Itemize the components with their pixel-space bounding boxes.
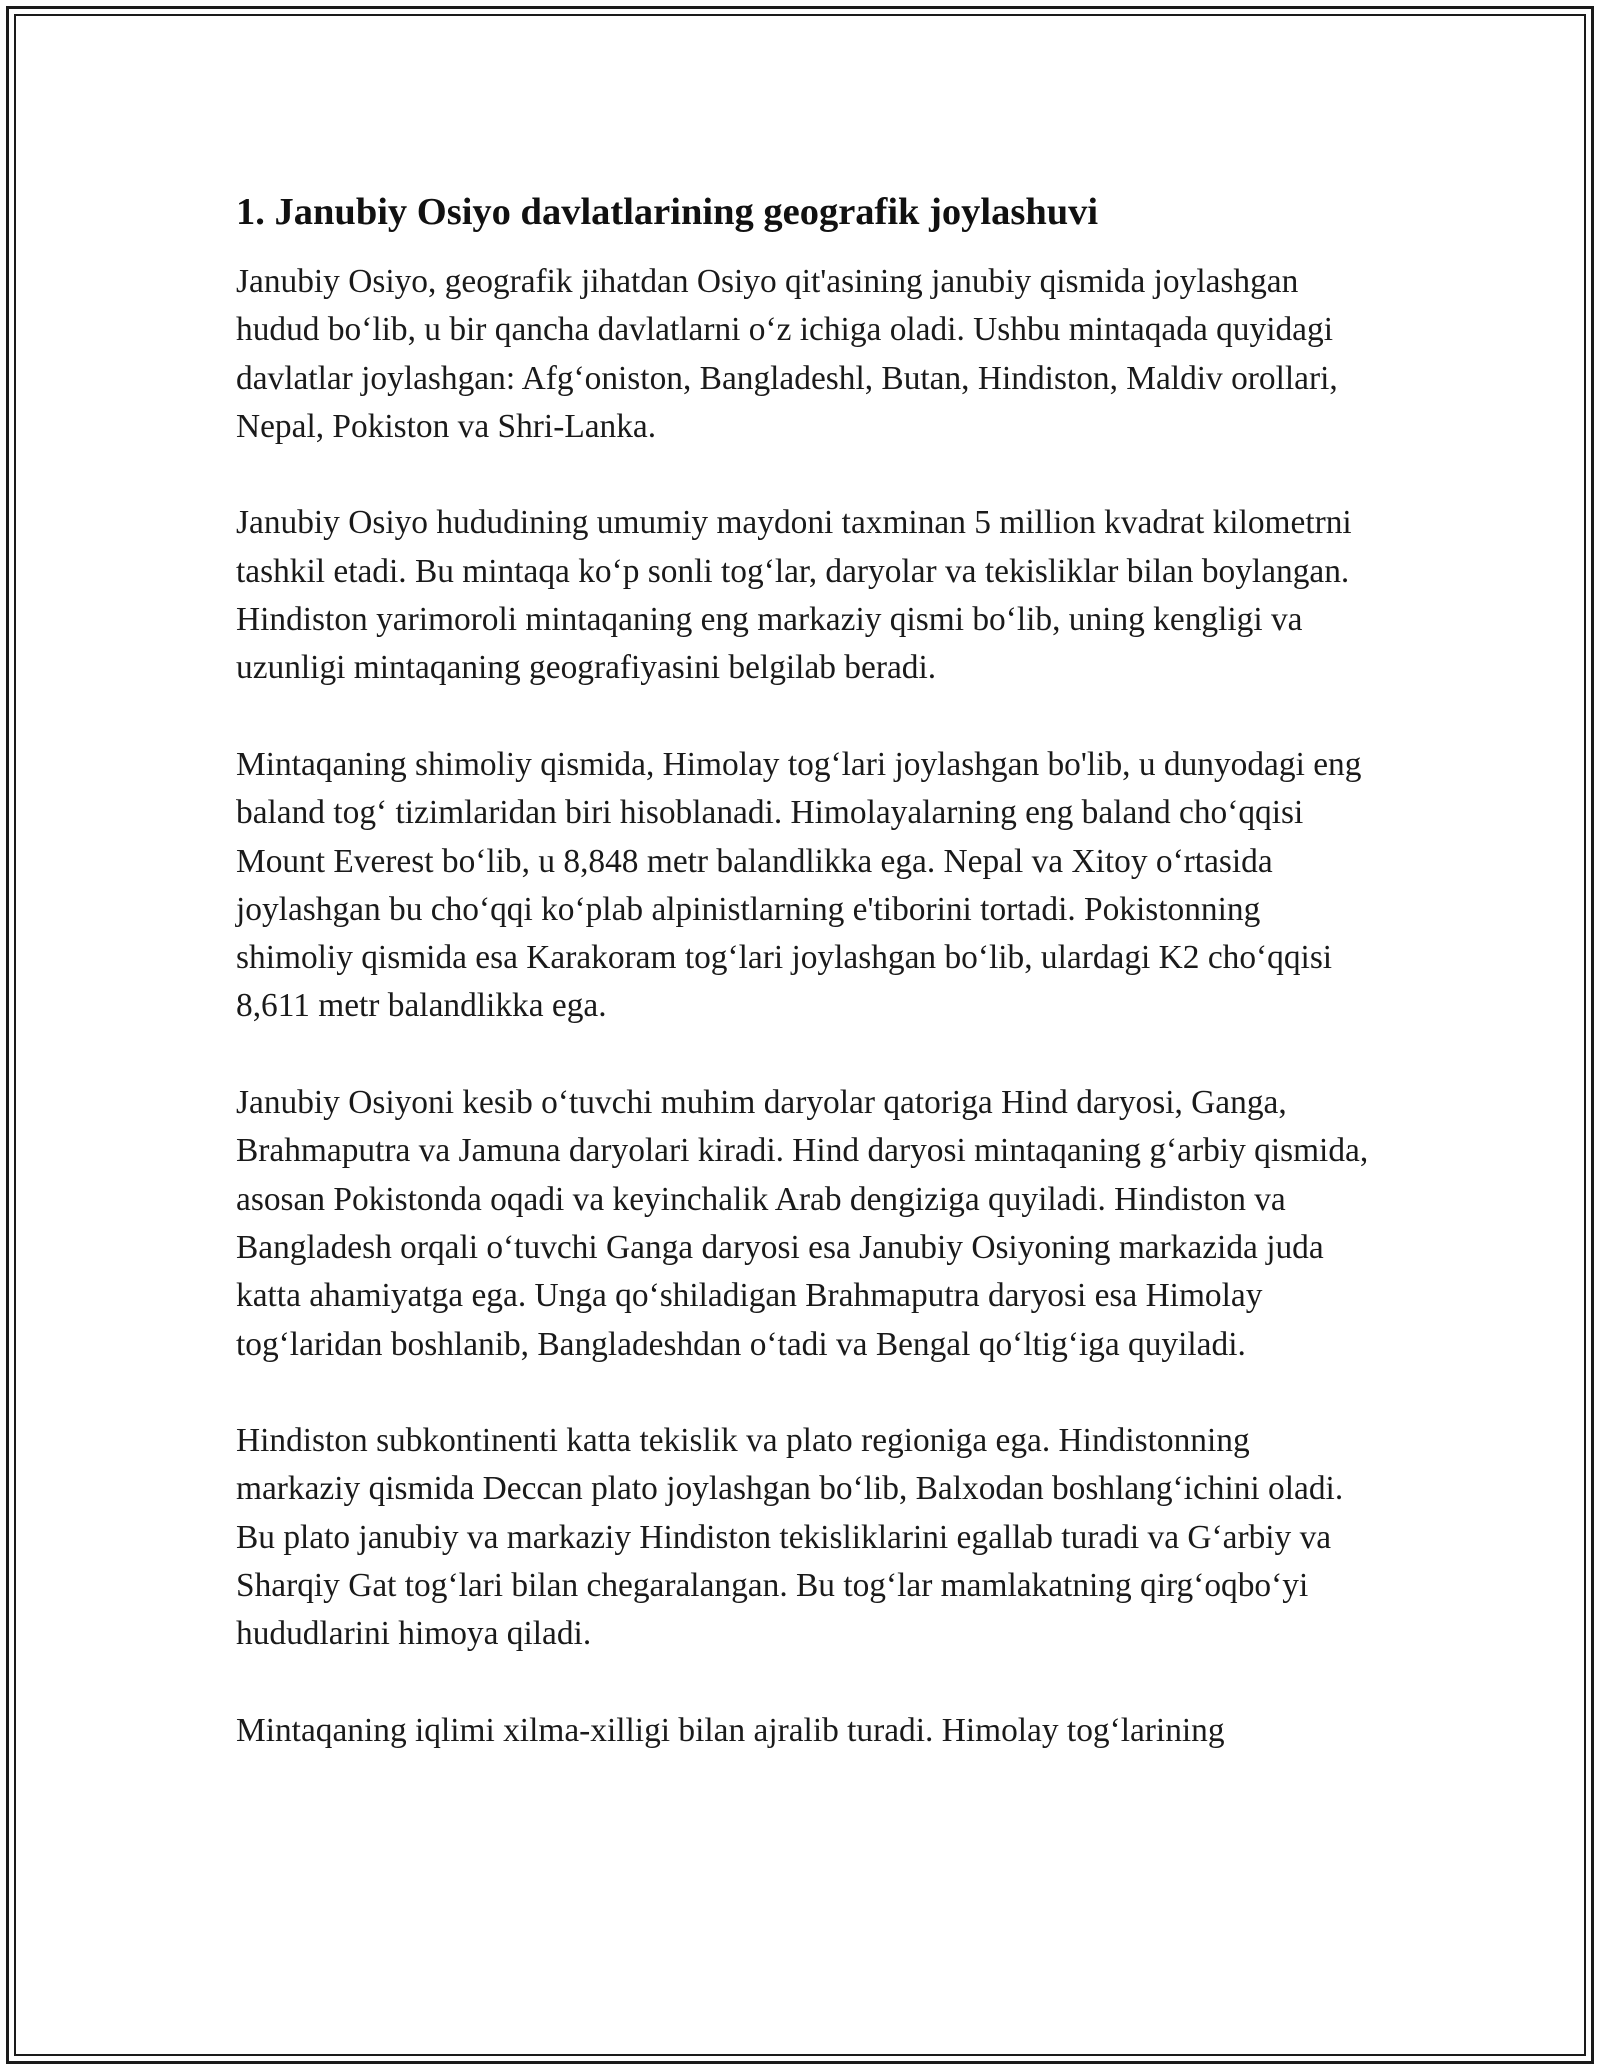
paragraph-countries: Janubiy Osiyo, geografik jihatdan Osiyo qit'asining janubiy qismida joylashgan hudud bo‘lib, u bir qancha davlatlarni o‘z ichiga oladi. Ushbu mintaqada quyidagi davlatlar joylashgan: Afg‘oniston, Bangladeshl, Butan, Hindiston, Maldiv orollari, Nepal, Pokiston va Shri-Lanka.	[236, 263, 1338, 445]
document-body	[236, 188, 1376, 1755]
paragraph-mountains: Mintaqaning shimoliy qismida, Himolay tog‘lari joylashgan bo'lib, u dunyodagi eng baland tog‘ tizimlaridan biri hisoblanadi. Himolayalarning eng baland cho‘qqisi Mount Everest bo‘lib, u 8,848 metr balandlikka ega. Nepal va Xitoy o‘rtasida joylashgan bu cho‘qqi ko‘plab alpinistlarning e'tiborini tortadi. Pokistonning shimoliy qismida esa Karakoram tog‘lari joylashgan bo‘lib, ulardagi K2 cho‘qqisi 8,611 metr balandlikka ega.	[236, 745, 1362, 1025]
paragraph-area: Janubiy Osiyo hududining umumiy maydoni taxminan 5 million kvadrat kilometrni tashkil etadi. Bu mintaqa ko‘p sonli tog‘lar, daryolar va tekisliklar bilan boylangan. Hindiston yarimoroli mintaqaning eng markaziy qismi bo‘lib, uning kengligi va uzunligi mintaqaning geografiyasini belgilab beradi.	[236, 504, 1352, 687]
paragraph-plateau: Hindiston subkontinenti katta tekislik va plato regioniga ega. Hindistonning markaziy qismida Deccan plato joylashgan bo‘lib, Balxodan boshlang‘ichini oladi. Bu plato janubiy va markaziy Hindiston tekisliklarini egallab turadi va G‘arbiy va Sharqiy Gat tog‘lari bilan chegaralangan. Bu tog‘lar mamlakatning qirg‘oqbo‘yi hududlarini himoya qiladi.	[236, 1422, 1344, 1653]
paragraph-climate: Mintaqaning iqlimi xilma-xilligi bilan ajralib turadi. Himolay tog‘larining	[236, 1711, 1225, 1749]
paragraph-rivers: Janubiy Osiyoni kesib o‘tuvchi muhim daryolar qatoriga Hind daryosi, Ganga, Brahmaputra va Jamuna daryolari kiradi. Hind daryosi mintaqaning g‘arbiy qismida, asosan Pokistonda oqadi va keyinchalik Arab dengiziga quyiladi. Hindiston va Bangladesh orqali o‘tuvchi Ganga daryosi esa Janubiy Osiyoning markazida juda katta ahamiyatga ega. Unga qo‘shiladigan Brahmaputra daryosi esa Himolay tog‘laridan boshlanib, Bangladeshdan o‘tadi va Bengal qo‘ltig‘iga quyiladi.	[236, 1084, 1369, 1363]
section-heading: 1. Janubiy Osiyo davlatlarining geografik joylashuvi	[236, 191, 1099, 233]
